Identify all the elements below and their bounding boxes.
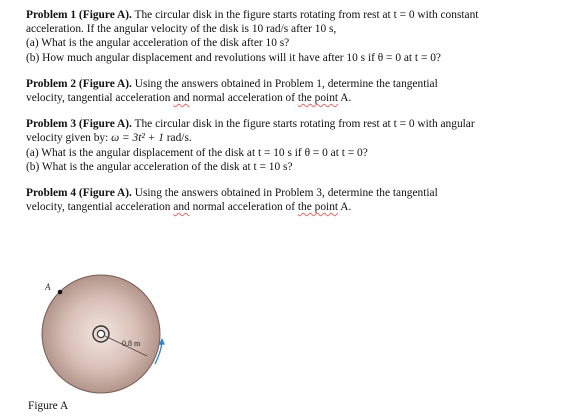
- problem-3-part-b: (b) What is the angular acceleration of the disk at t = 10 s?: [26, 160, 293, 173]
- problem-document: [26, 8, 534, 214]
- problem-2-and: and: [173, 92, 190, 105]
- problem-4-line-1: Using the answers obtained in Problem 3, determine the tangential: [131, 187, 438, 200]
- problem-1-line-2: acceleration. If the angular velocity of the disk is 10 rad/s after 10 s,: [26, 23, 337, 36]
- disk-hub-inner: [97, 330, 104, 337]
- problem-1-heading: Problem 1 (Figure A).: [26, 9, 132, 21]
- problem-4-line-2c: normal acceleration of: [189, 201, 298, 214]
- problem-2-line-2a: velocity, tangential acceleration: [26, 92, 174, 105]
- problem-3-line-2a: velocity given by:: [26, 132, 112, 145]
- problem-2: [26, 77, 534, 105]
- problem-4-heading: Problem 4 (Figure A).: [26, 187, 132, 200]
- problem-4: [26, 186, 534, 214]
- problem-3-part-a: (a) What is the angular displacement of the disk at t = 10 s if θ = 0 at t = 0?: [26, 146, 368, 159]
- point-a-label: A: [45, 282, 51, 292]
- problem-4-and: and: [173, 201, 190, 214]
- problem-1-part-b: (b) How much angular displacement and revolutions will it have after 10 s if θ = 0 at t = 0?: [26, 51, 441, 64]
- point-a-marker: [58, 290, 63, 295]
- problem-2-line-1: Using the answers obtained in Problem 1, determine the tangential: [131, 77, 438, 90]
- problem-3-line-2b: rad/s.: [163, 132, 192, 145]
- problem-3-heading: Problem 3 (Figure A).: [26, 118, 132, 131]
- problem-4-the-point: the point: [297, 201, 339, 214]
- problem-4-line-2e: A.: [338, 201, 352, 214]
- problem-2-heading: Problem 2 (Figure A).: [26, 77, 132, 90]
- problem-2-the-point: the point: [297, 92, 339, 105]
- omega-equation: ω = 3t² + 1: [111, 132, 164, 145]
- problem-2-line-2c: normal acceleration of: [189, 92, 298, 105]
- figure-a: [26, 272, 186, 412]
- problem-3-line-1: The circular disk in the figure starts rotating from rest at t = 0 with angular: [131, 118, 475, 131]
- problem-4-line-2a: velocity, tangential acceleration: [26, 201, 174, 214]
- problem-1-line-1: The circular disk in the figure starts rotating from rest at t = 0 with constant: [131, 9, 479, 21]
- radius-label: 0.8 m: [122, 339, 141, 348]
- problem-2-line-2e: A.: [338, 92, 352, 105]
- problem-1-part-a: (a) What is the angular acceleration of the disk after 10 s?: [26, 37, 290, 50]
- problem-3: [26, 117, 534, 174]
- figure-caption: Figure A: [28, 400, 69, 412]
- problem-1: [26, 8, 534, 65]
